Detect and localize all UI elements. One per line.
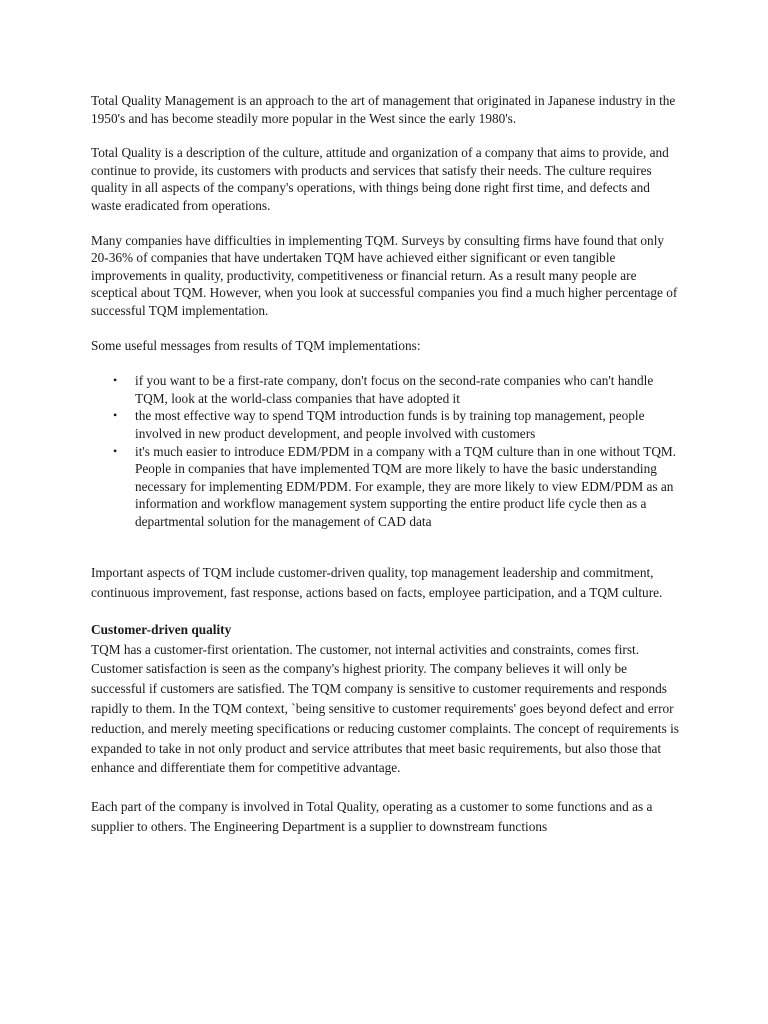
section-heading: Customer-driven quality bbox=[91, 622, 232, 638]
paragraph-each-part: Each part of the company is involved in Total Quality, operating as a customer to some functions and as a supplier to others. The Engineering Department is a supplier to downstream functions bbox=[91, 799, 653, 834]
bullet-icon: • bbox=[113, 373, 118, 388]
list-item bbox=[113, 372, 681, 407]
paragraph-intro: Total Quality Management is an approach to the art of management that originated in Japanese industry in the 1950's and has become steadily more popular in the West since the early 1980's. bbox=[91, 93, 676, 126]
list-item-text: it's much easier to introduce EDM/PDM in a company with a TQM culture than in one without TQM. People in companies that have implemented TQM are more likely to have the basic understanding necessary for implementing EDM/PDM. For example, they are more likely to view EDM/PDM as an information and workflow management system supporting the entire product life cycle then as a departmental solution for the management of CAD data bbox=[135, 443, 677, 529]
list-item-text: the most effective way to spend TQM introduction funds is by training top management, people involved in new product development, and people involved with customers bbox=[135, 408, 645, 441]
paragraph-aspects: Important aspects of TQM include customer-driven quality, top management leadership and commitment, continuous improvement, fast response, actions based on facts, employee participation, and a TQM culture. bbox=[91, 565, 663, 601]
paragraph-messages-intro: Some useful messages from results of TQM implementations: bbox=[91, 337, 421, 353]
document-page bbox=[91, 92, 681, 854]
bullet-icon: • bbox=[113, 443, 118, 458]
list-item-text: if you want to be a first-rate company, don't focus on the second-rate companies who can't handle TQM, look at the world-class companies that have adopted it bbox=[135, 373, 654, 406]
paragraph-difficulties: Many companies have difficulties in implementing TQM. Surveys by consulting firms have found that only 20-36% of companies that have undertaken TQM have achieved either significant or even tangible improvements in quality, productivity, competitiveness or financial return. As a result many people are sceptical about TQM. However, when you look at successful companies you find a much higher percentage of successful TQM implementation. bbox=[91, 232, 678, 318]
paragraph-description: Total Quality is a description of the culture, attitude and organization of a company that aims to provide, and continue to provide, its customers with products and services that satisfy their needs. The culture requires quality in all aspects of the company's operations, with things being done right first time, and defects and waste eradicated from operations. bbox=[91, 145, 669, 213]
bullet-icon: • bbox=[113, 408, 118, 423]
list-item bbox=[113, 407, 681, 442]
list-item bbox=[113, 443, 681, 531]
messages-list bbox=[91, 372, 681, 530]
paragraph-customer-driven: TQM has a customer-first orientation. The customer, not internal activities and constraints, comes first. Customer satisfaction is seen as the company's highest priority. The company believes it will only be successful if customers are satisfied. The TQM company is sensitive to customer requirements and responds rapidly to them. In the TQM context, `being sensitive to customer requirements' goes beyond defect and error reduction, and merely meeting specifications or reducing customer complaints. The concept of requirements is expanded to take in not only product and service attributes that meet basic requirements, but also those that enhance and differentiate them for competitive advantage. bbox=[91, 641, 679, 776]
